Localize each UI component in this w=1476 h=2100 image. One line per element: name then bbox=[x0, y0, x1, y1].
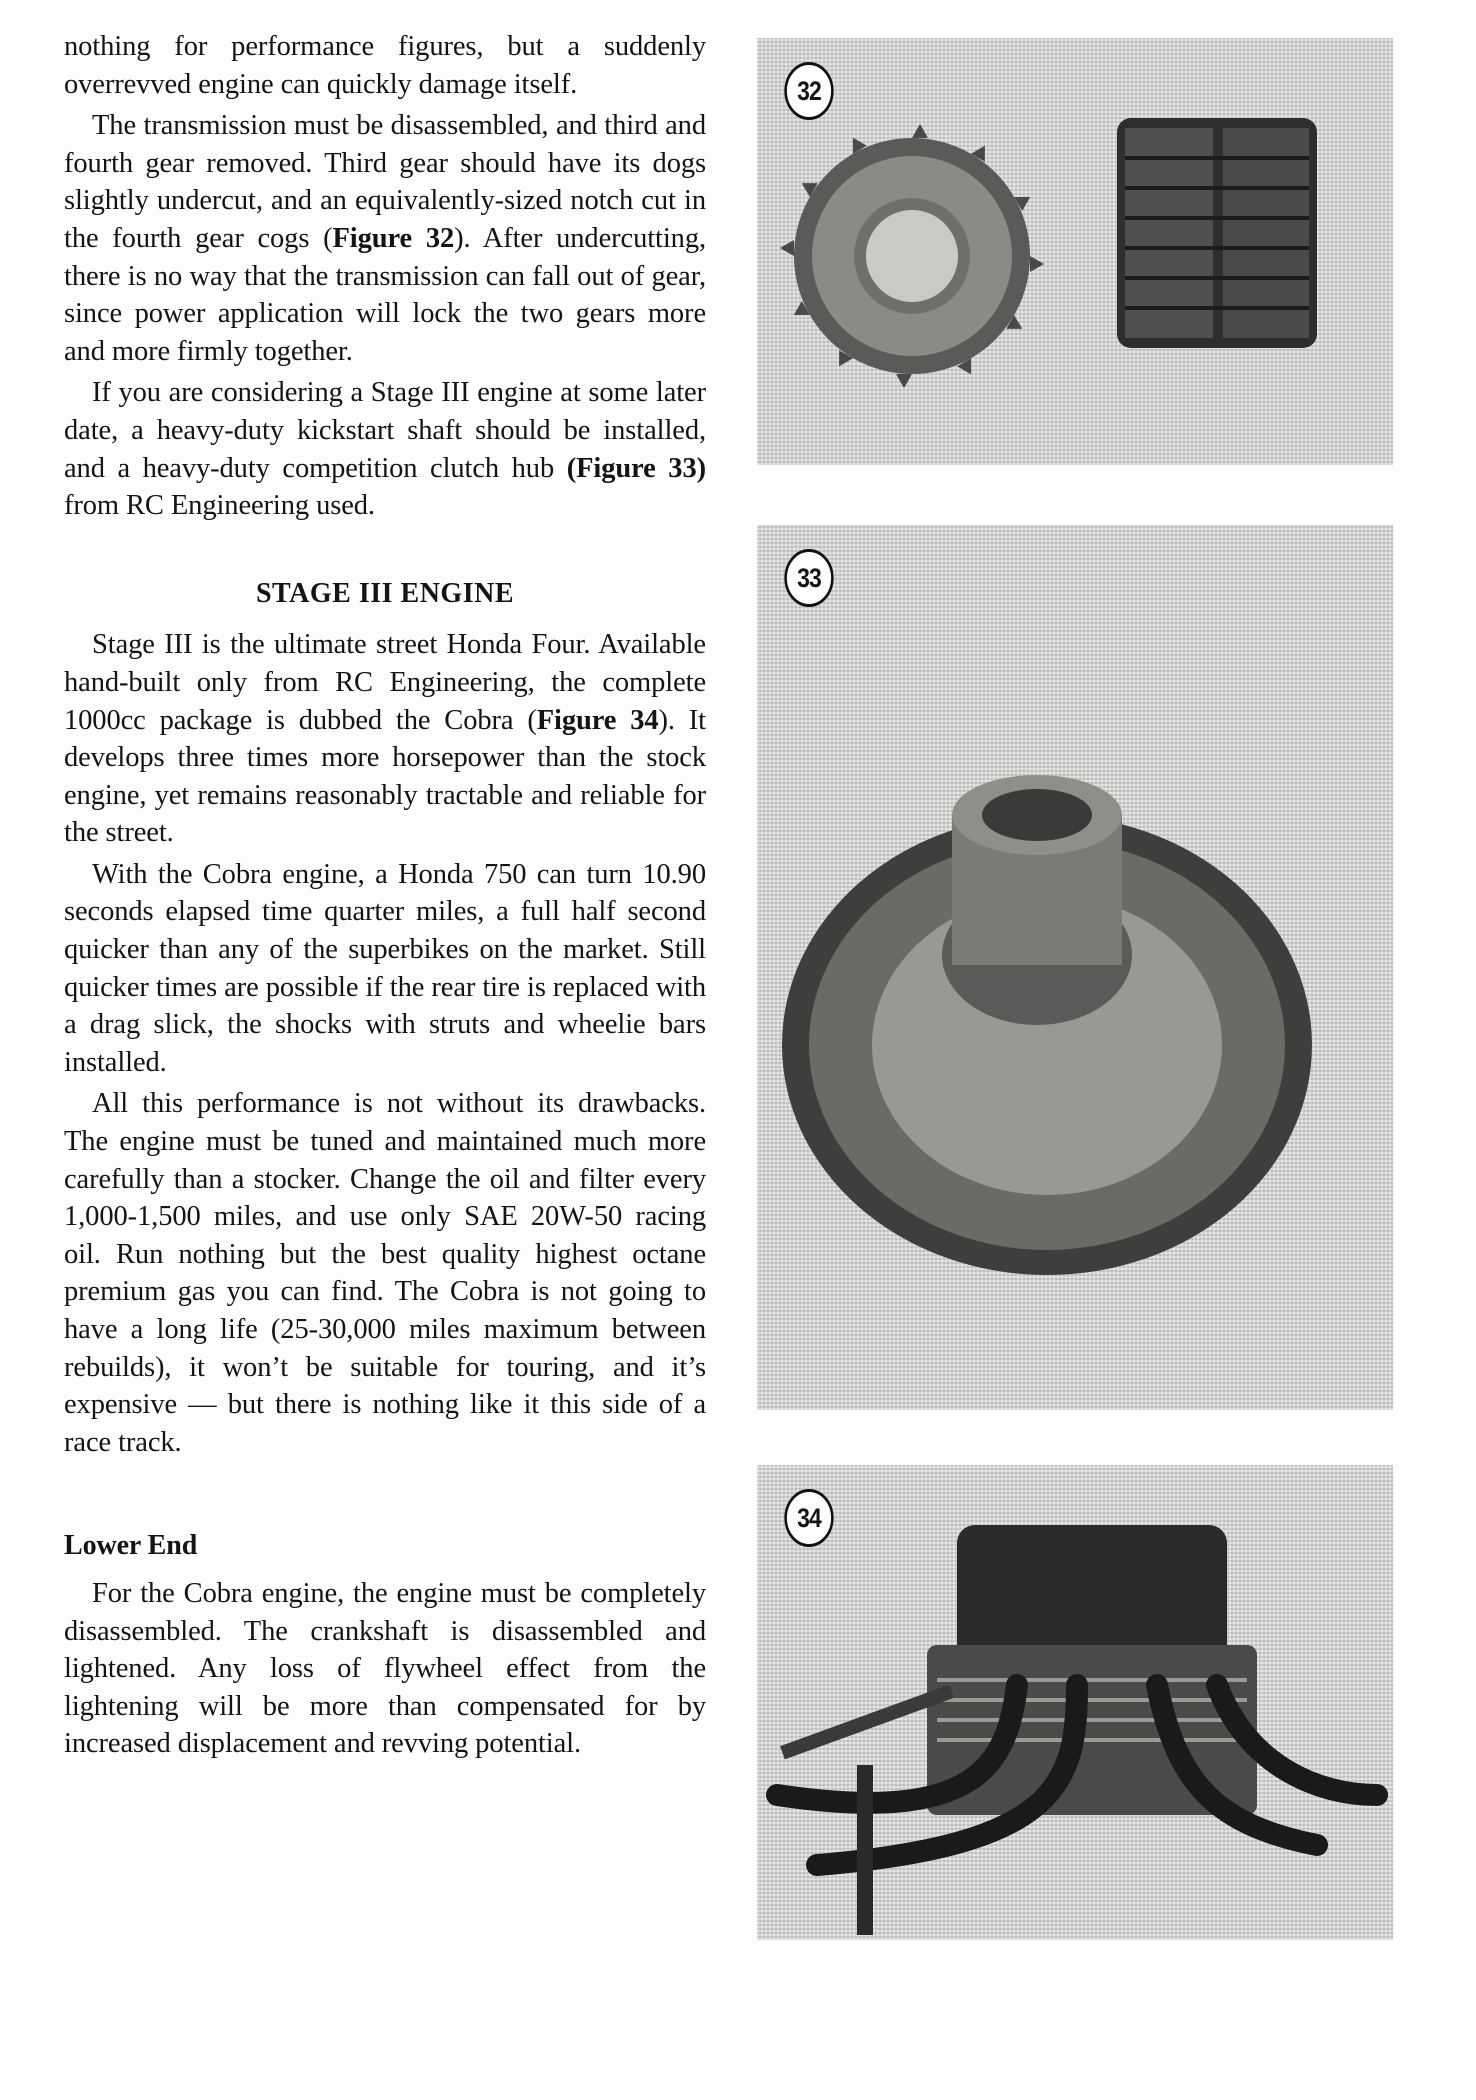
paragraph-drawbacks: All this performance is not without its drawbacks. The engine must be tuned and maintained much more carefully than a stocker. Change the oil and filter every 1,000-1,500 miles, and use only SAE 20W-50 racing oil. Run nothing but the best quality highest octane premium gas you can find. The Cobra is not going to have a long life (25-30,000 miles maximum between rebuilds), it won’t be suitable for touring, and it’s expensive — but there is nothing like it this side of a race track. bbox=[64, 1088, 706, 1458]
paragraph-stage3-intro: Stage III is the ultimate street Honda Four. Available hand-built only from RC Engineering, the complete 1000cc package is dubbed the Cobra (Figure 34). It develops three times more horsepower than the stock engine, yet remains reasonably tractable and reliable for the street. bbox=[64, 629, 706, 849]
text-column bbox=[64, 28, 706, 1767]
paragraph-transmission: The transmission must be disassembled, and third and fourth gear removed. Third gear should have its dogs slightly undercut, and an equivalently-sized notch cut in the fourth gear cogs (Figure 32). After undercutting, there is no way that the transmission can fall out of gear, since power application will lock the two gears more and more firmly together. bbox=[64, 110, 706, 367]
section-heading-stage3: STAGE III ENGINE bbox=[255, 577, 514, 609]
figure-ref-32: Figure 32 bbox=[332, 222, 455, 254]
figure-33-photo bbox=[757, 525, 1393, 1410]
paragraph-lower-end: For the Cobra engine, the engine must be completely disassembled. The crankshaft is disassembled and lightened. Any loss of flywheel effect from the lightening will be more than compensated for by increased displacement and revving potential. bbox=[64, 1577, 706, 1760]
paragraph-cobra-performance: With the Cobra engine, a Honda 750 can turn 10.90 seconds elapsed time quarter miles, a full half second quicker than any of the superbikes on the market. Still quicker times are possible if the rear tire is replaced with a drag slick, the shocks with struts and wheelie bars installed. bbox=[64, 858, 706, 1078]
paragraph-continued: nothing for performance figures, but a suddenly overrevved engine can quickly damage itself. bbox=[64, 31, 706, 100]
cobra-engine-image bbox=[757, 1465, 1393, 1940]
subheading-lower-end: Lower End bbox=[64, 1530, 198, 1562]
figure-ref-34: Figure 34 bbox=[536, 704, 659, 736]
clutch-hub-image bbox=[757, 525, 1393, 1410]
paragraph-stage3-consideration: If you are considering a Stage III engine at some later date, a heavy-duty kickstart shaft should be installed, and a heavy-duty competition clutch hub (Figure 33) from RC Engineering used. bbox=[64, 377, 706, 522]
figure-ref-33: (Figure 33) bbox=[566, 452, 706, 484]
figure-number-badge: 33 bbox=[784, 549, 833, 607]
figure-number-badge: 34 bbox=[784, 1489, 833, 1547]
figure-34-photo bbox=[757, 1465, 1393, 1940]
figure-number-badge: 32 bbox=[784, 62, 833, 120]
figure-32-photo bbox=[757, 38, 1393, 465]
gears-image bbox=[757, 38, 1393, 465]
